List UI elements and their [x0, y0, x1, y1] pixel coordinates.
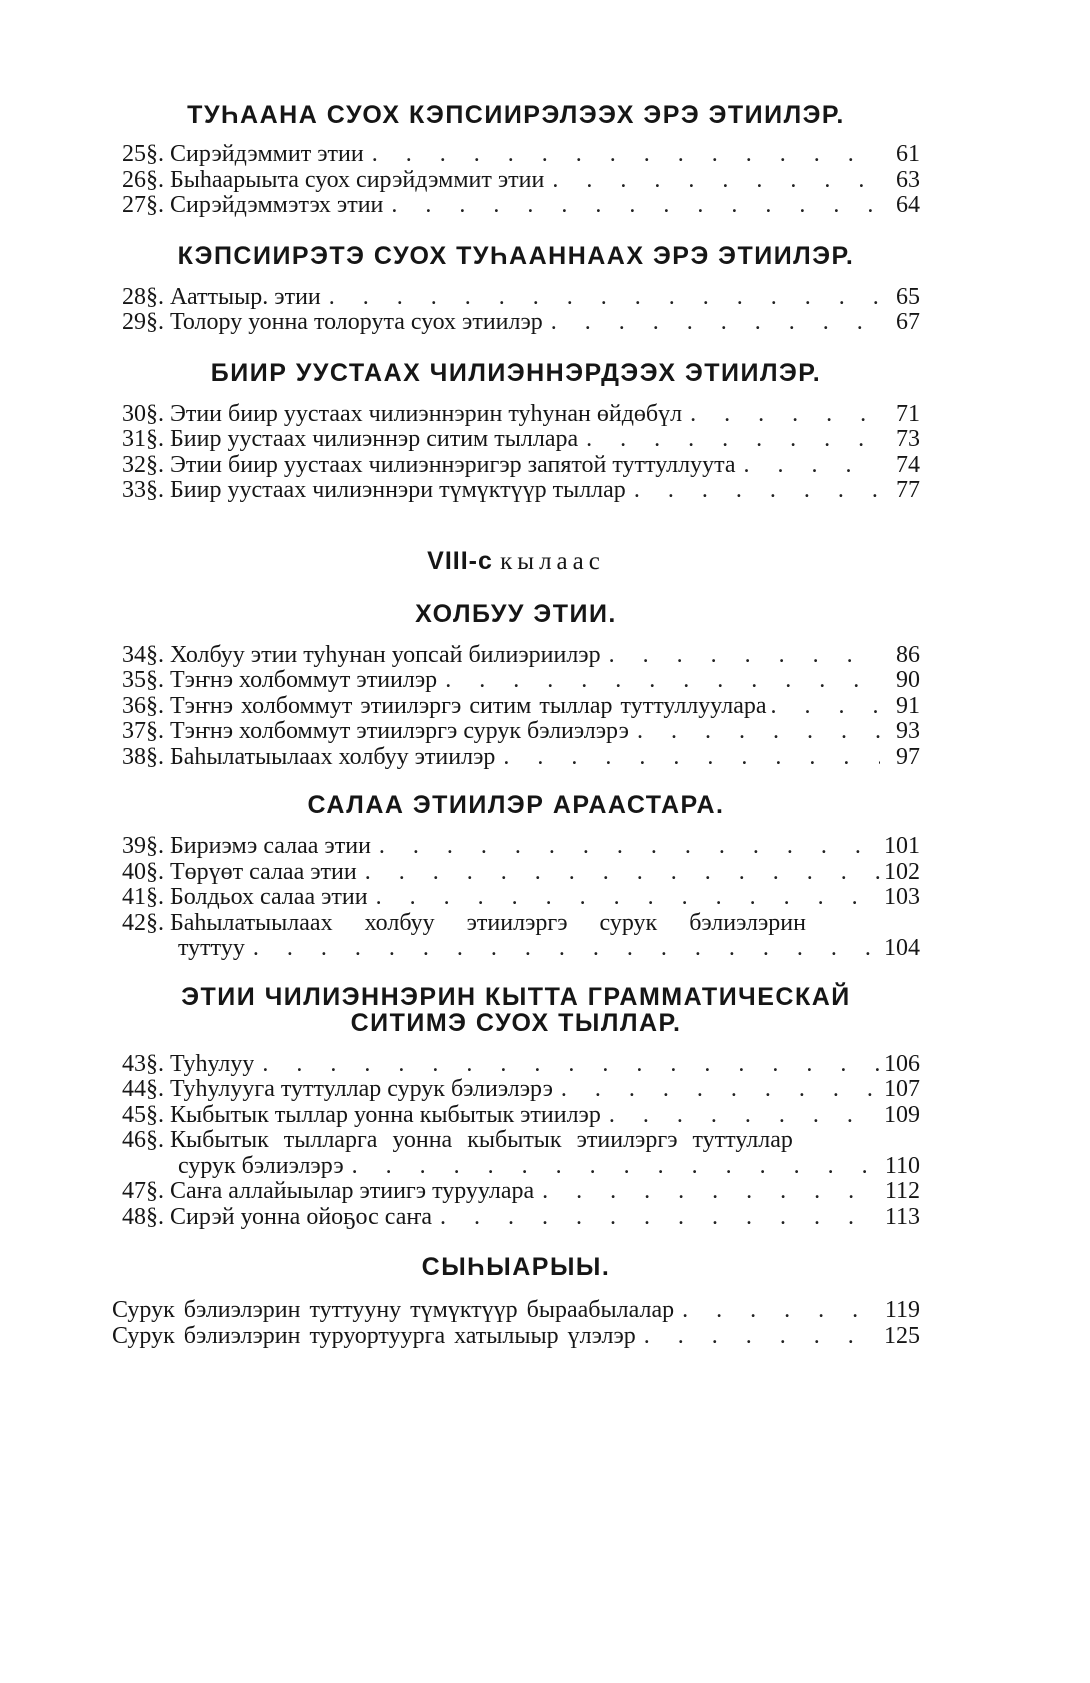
toc-entry[interactable] — [112, 1205, 920, 1231]
toc-entry[interactable] — [112, 1128, 920, 1154]
dot-leader — [544, 168, 880, 194]
dot-leader — [636, 1324, 880, 1350]
entry-page: 125 — [884, 1322, 920, 1349]
dot-leader — [682, 402, 880, 428]
dot-leader — [364, 142, 880, 168]
entry-page: 106 — [884, 1050, 920, 1077]
entry-title-line1: Кыбытык тылларга уонна кыбытык этиилэргэ туттуллар — [170, 1128, 793, 1153]
section-sign: §. — [146, 1178, 164, 1204]
entry-page: 110 — [884, 1152, 920, 1179]
entry-title: Толору уонна толорута суох этиилэр — [170, 310, 543, 335]
entry-number: 30 — [122, 400, 146, 427]
dot-leader — [495, 745, 880, 771]
section-sign: §. — [146, 667, 164, 693]
toc-entry-continuation[interactable] — [112, 1154, 920, 1180]
entry-list — [112, 402, 920, 504]
toc-entry[interactable] — [112, 402, 920, 428]
section-sign: §. — [146, 1076, 164, 1102]
entry-number: 45 — [122, 1101, 146, 1128]
toc-entry[interactable] — [112, 285, 920, 311]
dot-leader — [767, 694, 880, 720]
entry-title: Биир уустаах чилиэннэри түмүктүүр тыллар — [170, 478, 626, 503]
entry-page: 97 — [896, 743, 920, 770]
entry-number: 48 — [122, 1203, 146, 1230]
entry-title: Биир уустаах чилиэннэр ситим тыллара — [170, 427, 579, 452]
entry-number: 26 — [122, 166, 146, 193]
entry-page: 107 — [884, 1076, 920, 1102]
entry-page: 113 — [884, 1203, 920, 1230]
dot-leader — [534, 1179, 880, 1205]
entry-number: 38 — [122, 743, 146, 770]
entry-number: 35 — [122, 667, 146, 693]
entry-title: Кыбытык тыллар уонна кыбытык этиилэр — [170, 1102, 601, 1128]
entry-number: 42 — [122, 909, 146, 936]
entry-list — [112, 142, 920, 219]
entry-page: 112 — [884, 1178, 920, 1204]
section-sign: §. — [146, 692, 164, 719]
entry-number: 33 — [122, 477, 146, 503]
dot-leader — [254, 1052, 880, 1078]
entry-title: Төрүөт салаа этии — [170, 859, 357, 885]
toc-entry[interactable] — [112, 719, 920, 745]
toc-entry[interactable] — [112, 310, 920, 336]
section-sign: §. — [146, 833, 164, 859]
entry-number: 36 — [122, 692, 146, 719]
toc-entry[interactable] — [112, 1179, 920, 1205]
entry-number: 31 — [122, 426, 146, 452]
section-sign: §. — [146, 426, 164, 452]
section-sign: §. — [146, 1050, 164, 1077]
section-sign: §. — [146, 884, 164, 910]
section-heading: САЛАА ЭТИИЛЭР АРААСТАРА. — [307, 791, 725, 819]
dot-leader — [629, 719, 880, 745]
entry-number: 41 — [122, 884, 146, 910]
section-sign: §. — [146, 141, 164, 167]
section-sign: §. — [146, 858, 164, 885]
entry-title: Этии биир уустаах чилиэннэригэр запятой туттуллуута — [170, 452, 736, 478]
toc-entry[interactable] — [112, 1077, 920, 1103]
section-sign: §. — [146, 451, 164, 478]
dot-leader — [674, 1298, 880, 1324]
section-sign: §. — [146, 1101, 164, 1128]
entry-page: 101 — [884, 833, 920, 859]
section-heading: КЭПСИИРЭТЭ СУОХ ТУҺААННААХ ЭРЭ ЭТИИЛЭР. — [177, 241, 855, 270]
entry-list — [112, 834, 920, 962]
chapter-word: кылаас — [500, 547, 605, 575]
dot-leader — [736, 453, 880, 479]
toc-entry[interactable] — [112, 694, 920, 720]
entry-page: 74 — [896, 451, 920, 478]
entry-title-line2: туттуу — [178, 936, 245, 961]
entry-title: Быһаарыыта суох сирэйдэммит этии — [170, 167, 545, 193]
entry-page: 91 — [896, 692, 920, 719]
section-sign: §. — [146, 309, 164, 335]
section-heading: ЭТИИ ЧИЛИЭННЭРИН КЫТТА ГРАММАТИЧЕСКАЙ — [181, 982, 851, 1011]
entry-number: 29 — [122, 309, 146, 335]
toc-entry[interactable] — [112, 860, 920, 886]
entry-list — [112, 285, 920, 336]
entry-list — [112, 643, 920, 771]
entry-page: 103 — [884, 884, 920, 910]
entry-page: 102 — [884, 858, 920, 885]
entry-page: 65 — [896, 283, 920, 310]
section-sign: §. — [146, 1203, 164, 1230]
toc-entry[interactable] — [112, 668, 920, 694]
section-sign: §. — [146, 283, 164, 310]
dot-leader — [432, 1205, 880, 1231]
toc-entry[interactable] — [112, 1324, 920, 1350]
toc-entry[interactable] — [112, 1052, 920, 1078]
entry-title: Тэҥнэ холбоммут этиилэргэ ситим тыллар туттуллуулара — [170, 693, 767, 719]
entry-number: 43 — [122, 1050, 146, 1077]
section-sign: §. — [146, 1127, 164, 1153]
entry-number: 40 — [122, 858, 146, 885]
entry-title: Саҥа аллайыылар этиигэ туруулара — [170, 1179, 535, 1204]
entry-title: Сирэйдэммит этии — [170, 142, 364, 167]
entry-number: 47 — [122, 1178, 146, 1204]
toc-entry[interactable] — [112, 168, 920, 194]
section-heading: ТУҺААНА СУОХ КЭПСИИРЭЛЭЭХ ЭРЭ ЭТИИЛЭР. — [187, 101, 845, 129]
entry-title: Сурук бэлиэлэрин туттууну түмүктүүр быраабылалар — [112, 1298, 675, 1323]
entry-page: 104 — [884, 935, 920, 961]
entry-list — [112, 1052, 920, 1231]
section-heading: СЫҺЫАРЫЫ. — [421, 1253, 611, 1281]
dot-leader — [368, 885, 880, 911]
entry-number: 34 — [122, 641, 146, 668]
dot-leader — [578, 427, 880, 453]
entry-number: 28 — [122, 283, 146, 310]
toc-entry[interactable] — [112, 885, 920, 911]
dot-leader — [553, 1077, 880, 1103]
entry-page: 77 — [896, 477, 920, 503]
entry-number: 27 — [122, 192, 146, 218]
entry-page: 63 — [896, 166, 920, 193]
section-sign: §. — [146, 718, 164, 744]
entry-number: 46 — [122, 1127, 146, 1153]
dot-leader — [437, 668, 880, 694]
entry-title: Тэҥнэ холбоммут этиилэр — [170, 668, 438, 693]
toc-entry[interactable] — [112, 1298, 920, 1324]
entry-title: Сирэйдэммэтэх этии — [170, 193, 384, 218]
entry-title: Болдьох салаа этии — [170, 885, 368, 910]
dot-leader — [543, 310, 880, 336]
toc-entry[interactable] — [112, 453, 920, 479]
entry-page: 86 — [896, 641, 920, 668]
entry-title: Баһылатыылаах холбуу этиилэр — [170, 744, 496, 770]
toc-entry[interactable] — [112, 834, 920, 860]
entry-title: Тэҥнэ холбоммут этиилэргэ сурук бэлиэлэрэ — [170, 719, 629, 744]
entry-title-line1: Баһылатыылаах холбуу этиилэргэ сурук бэлиэлэрин — [170, 910, 806, 936]
section-sign: §. — [146, 743, 164, 770]
entry-number: 25 — [122, 141, 146, 167]
entry-title: Бириэмэ салаа этии — [170, 834, 371, 859]
entry-title: Этии биир уустаах чилиэннэрин туһунан өйдөбүл — [170, 401, 683, 427]
dot-leader — [344, 1154, 880, 1180]
entry-title: Сурук бэлиэлэрин туруортуурга хатылыыр үлэлэр — [112, 1323, 636, 1349]
entry-page: 90 — [896, 667, 920, 693]
entry-page: 67 — [896, 309, 920, 335]
entry-page: 73 — [896, 426, 920, 452]
dot-leader — [357, 860, 880, 886]
section-heading: БИИР УУСТААХ ЧИЛИЭННЭРДЭЭХ ЭТИИЛЭР. — [210, 358, 822, 387]
entry-title-line2: сурук бэлиэлэрэ — [178, 1153, 344, 1179]
entry-page: 109 — [884, 1101, 920, 1128]
entry-title: Холбуу этии туһунан уопсай билиэриилэр — [170, 642, 601, 668]
toc-entry[interactable] — [112, 142, 920, 168]
toc-entry[interactable] — [112, 1103, 920, 1129]
table-of-contents — [112, 100, 920, 1349]
entry-number: 32 — [122, 451, 146, 478]
toc-entry[interactable] — [112, 427, 920, 453]
section-heading-continuation: СИТИМЭ СУОХ ТЫЛЛАР. — [350, 1008, 682, 1037]
entry-page: 93 — [896, 718, 920, 744]
dot-leader — [371, 834, 880, 860]
section-sign: §. — [146, 400, 164, 427]
entry-title: Ааттыыр. этии — [170, 284, 321, 310]
section-sign: §. — [146, 166, 164, 193]
entry-title: Туһулуу — [170, 1051, 255, 1077]
toc-entry[interactable] — [112, 193, 920, 219]
dot-leader — [383, 193, 880, 219]
toc-entry[interactable] — [112, 745, 920, 771]
toc-entry-continuation[interactable] — [112, 936, 920, 962]
dot-leader — [245, 936, 880, 962]
entry-page: 61 — [896, 141, 920, 167]
toc-entry[interactable] — [112, 478, 920, 504]
dot-leader — [321, 285, 880, 311]
dot-leader — [601, 1103, 880, 1129]
dot-leader — [626, 478, 880, 504]
chapter-number: VIII-с — [427, 546, 493, 575]
entry-number: 44 — [122, 1076, 146, 1102]
entry-page: 71 — [896, 400, 920, 427]
section-sign: §. — [146, 641, 164, 668]
entry-page: 119 — [884, 1297, 920, 1323]
entry-list — [112, 1298, 920, 1349]
section-sign: §. — [146, 909, 164, 936]
entry-number: 39 — [122, 833, 146, 859]
section-heading: ХОЛБУУ ЭТИИ. — [415, 599, 617, 628]
toc-entry[interactable] — [112, 911, 920, 937]
entry-title: Сирэй уонна ойоҕос саҥа — [170, 1204, 432, 1230]
toc-entry[interactable] — [112, 643, 920, 669]
section-sign: §. — [146, 477, 164, 503]
dot-leader — [601, 643, 880, 669]
chapter-label — [112, 546, 920, 577]
entry-number: 37 — [122, 718, 146, 744]
section-sign: §. — [146, 192, 164, 218]
entry-page: 64 — [896, 192, 920, 218]
entry-title: Туһулууга туттуллар сурук бэлиэлэрэ — [170, 1077, 553, 1102]
